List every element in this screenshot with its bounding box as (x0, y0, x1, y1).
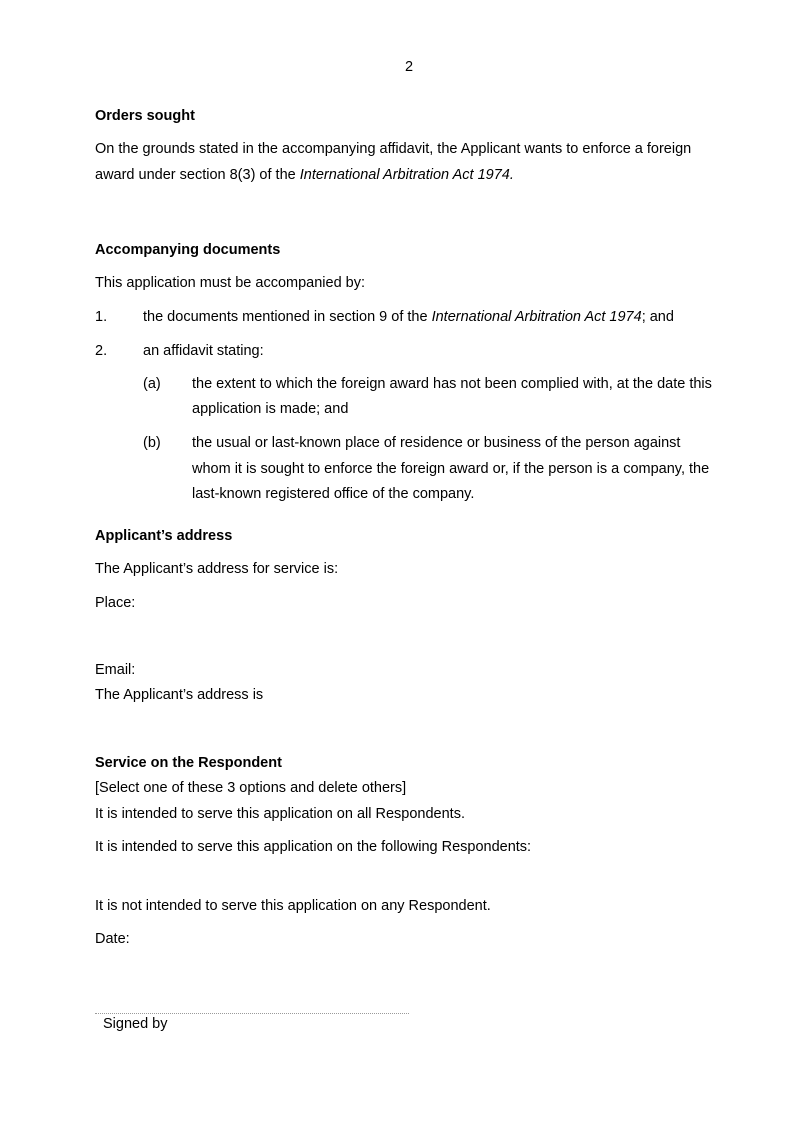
sub-item-a-line1: the extent to which the foreign award has not been complied with, at the date this (192, 376, 712, 392)
signature-line (95, 1013, 409, 1014)
email-label: Email: (95, 662, 136, 678)
service-instruction: [Select one of these 3 options and delete others] (95, 780, 407, 796)
documents-heading: Accompanying documents (95, 242, 281, 258)
sub-item-label-b: (b) (143, 435, 161, 451)
address-line: The Applicant’s address is (95, 687, 264, 703)
orders-text-line1: On the grounds stated in the accompanying affidavit, the Applicant wants to enforce a foreign (95, 141, 692, 157)
page-number: 2 (404, 59, 414, 75)
sub-item-b-line1: the usual or last-known place of residence or business of the person against (192, 435, 681, 451)
orders-heading: Orders sought (95, 108, 195, 124)
sub-item-label-a: (a) (143, 376, 161, 392)
address-heading: Applicant’s address (95, 528, 233, 544)
list-item-2-text: an affidavit stating: (143, 343, 264, 359)
list-item-1-suffix: ; and (641, 309, 674, 325)
sub-item-b-line3: last-known registered office of the company. (192, 486, 475, 502)
orders-text-line2 (95, 167, 514, 183)
place-label: Place: (95, 595, 136, 611)
orders-text-prefix: award under section 8(3) of the (95, 167, 300, 183)
list-item-1-text (143, 309, 674, 325)
service-heading: Service on the Respondent (95, 755, 282, 771)
service-option-2: It is intended to serve this application on the following Respondents: (95, 839, 532, 855)
date-label: Date: (95, 931, 130, 947)
address-service-line: The Applicant’s address for service is: (95, 561, 339, 577)
list-item-number-2: 2. (95, 343, 108, 359)
act-title: International Arbitration Act 1974 (431, 309, 642, 325)
list-item-1-prefix: the documents mentioned in section 9 of the (143, 309, 432, 325)
signed-by-label: Signed by (103, 1016, 168, 1032)
sub-item-b-line2: whom it is sought to enforce the foreign award or, if the person is a company, the (192, 461, 710, 477)
service-option-3: It is not intended to serve this application on any Respondent. (95, 898, 491, 914)
act-title: International Arbitration Act 1974 (299, 167, 510, 183)
orders-text-suffix: . (509, 167, 514, 183)
sub-item-a-line2: application is made; and (192, 401, 349, 417)
documents-intro: This application must be accompanied by: (95, 275, 366, 291)
list-item-number-1: 1. (95, 309, 108, 325)
service-option-1: It is intended to serve this application on all Respondents. (95, 806, 465, 822)
